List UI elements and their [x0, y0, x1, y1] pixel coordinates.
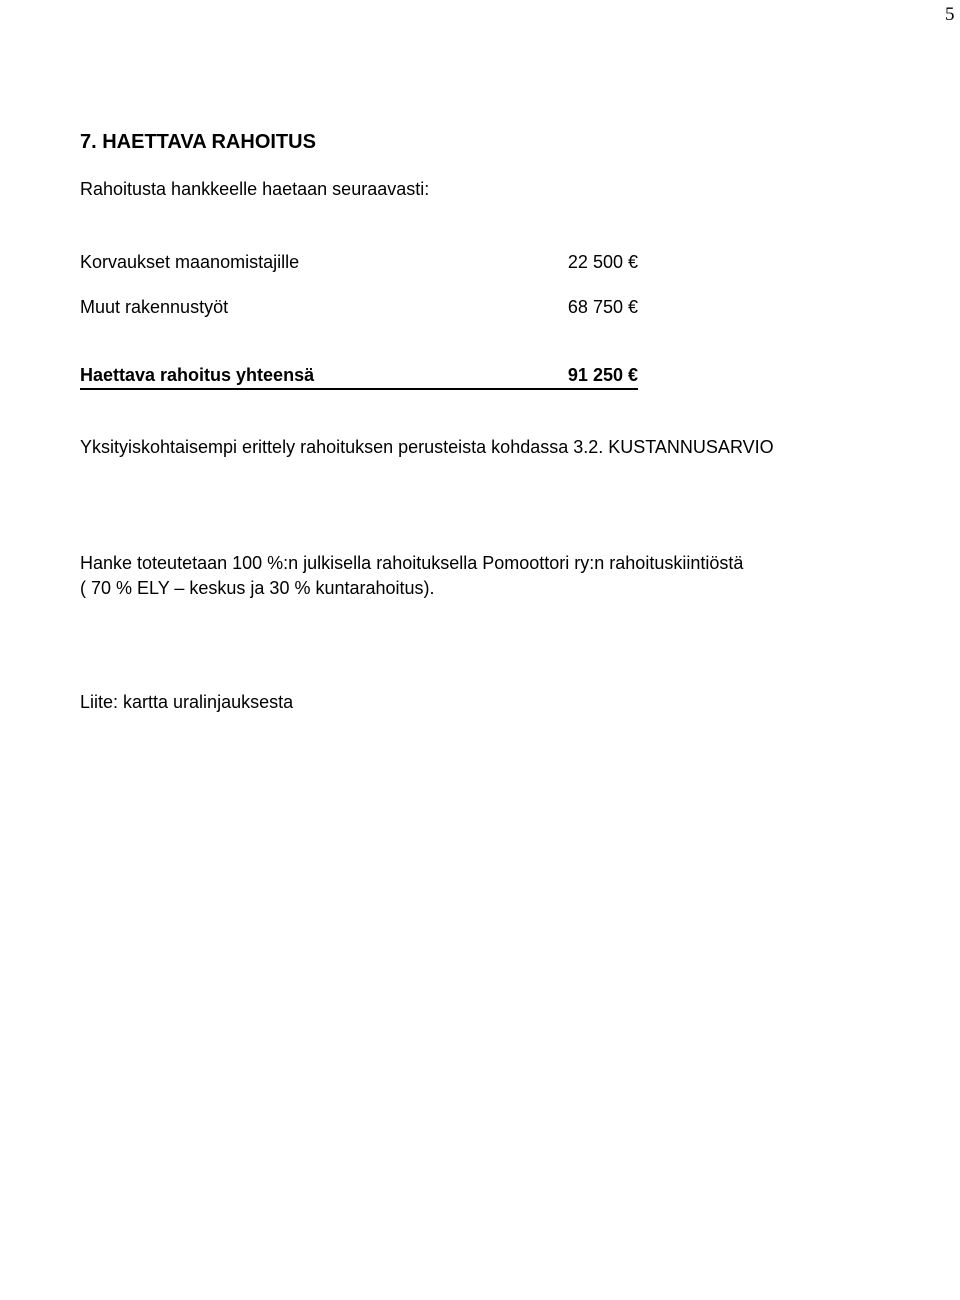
funding-item-amount-compensation: 22 500 € — [567, 252, 638, 272]
total-underline — [80, 388, 638, 390]
funding-description-line1: Hanke toteutetaan 100 %:n julkisella rahoituksella Pomoottori ry:n rahoituskiintiöstä — [80, 553, 744, 573]
funding-item-label-compensation: Korvaukset maanomistajille — [80, 252, 300, 272]
intro-text: Rahoitusta hankkeelle haetaan seuraavasti: — [80, 179, 430, 199]
total-label: Haettava rahoitus yhteensä — [80, 365, 315, 385]
attachment-note: Liite: kartta uralinjauksesta — [80, 692, 294, 712]
detail-reference-text: Yksityiskohtaisempi erittely rahoituksen perusteista kohdassa 3.2. KUSTANNUSARVIO — [80, 437, 774, 457]
funding-item-amount-construction: 68 750 € — [567, 297, 638, 317]
funding-item-label-construction: Muut rakennustyöt — [80, 297, 229, 317]
page-number: 5 — [945, 4, 955, 25]
funding-description-line2: ( 70 % ELY – keskus ja 30 % kuntarahoitus). — [80, 578, 435, 598]
total-amount: 91 250 € — [567, 365, 638, 385]
section-heading: 7. HAETTAVA RAHOITUS — [80, 131, 316, 153]
